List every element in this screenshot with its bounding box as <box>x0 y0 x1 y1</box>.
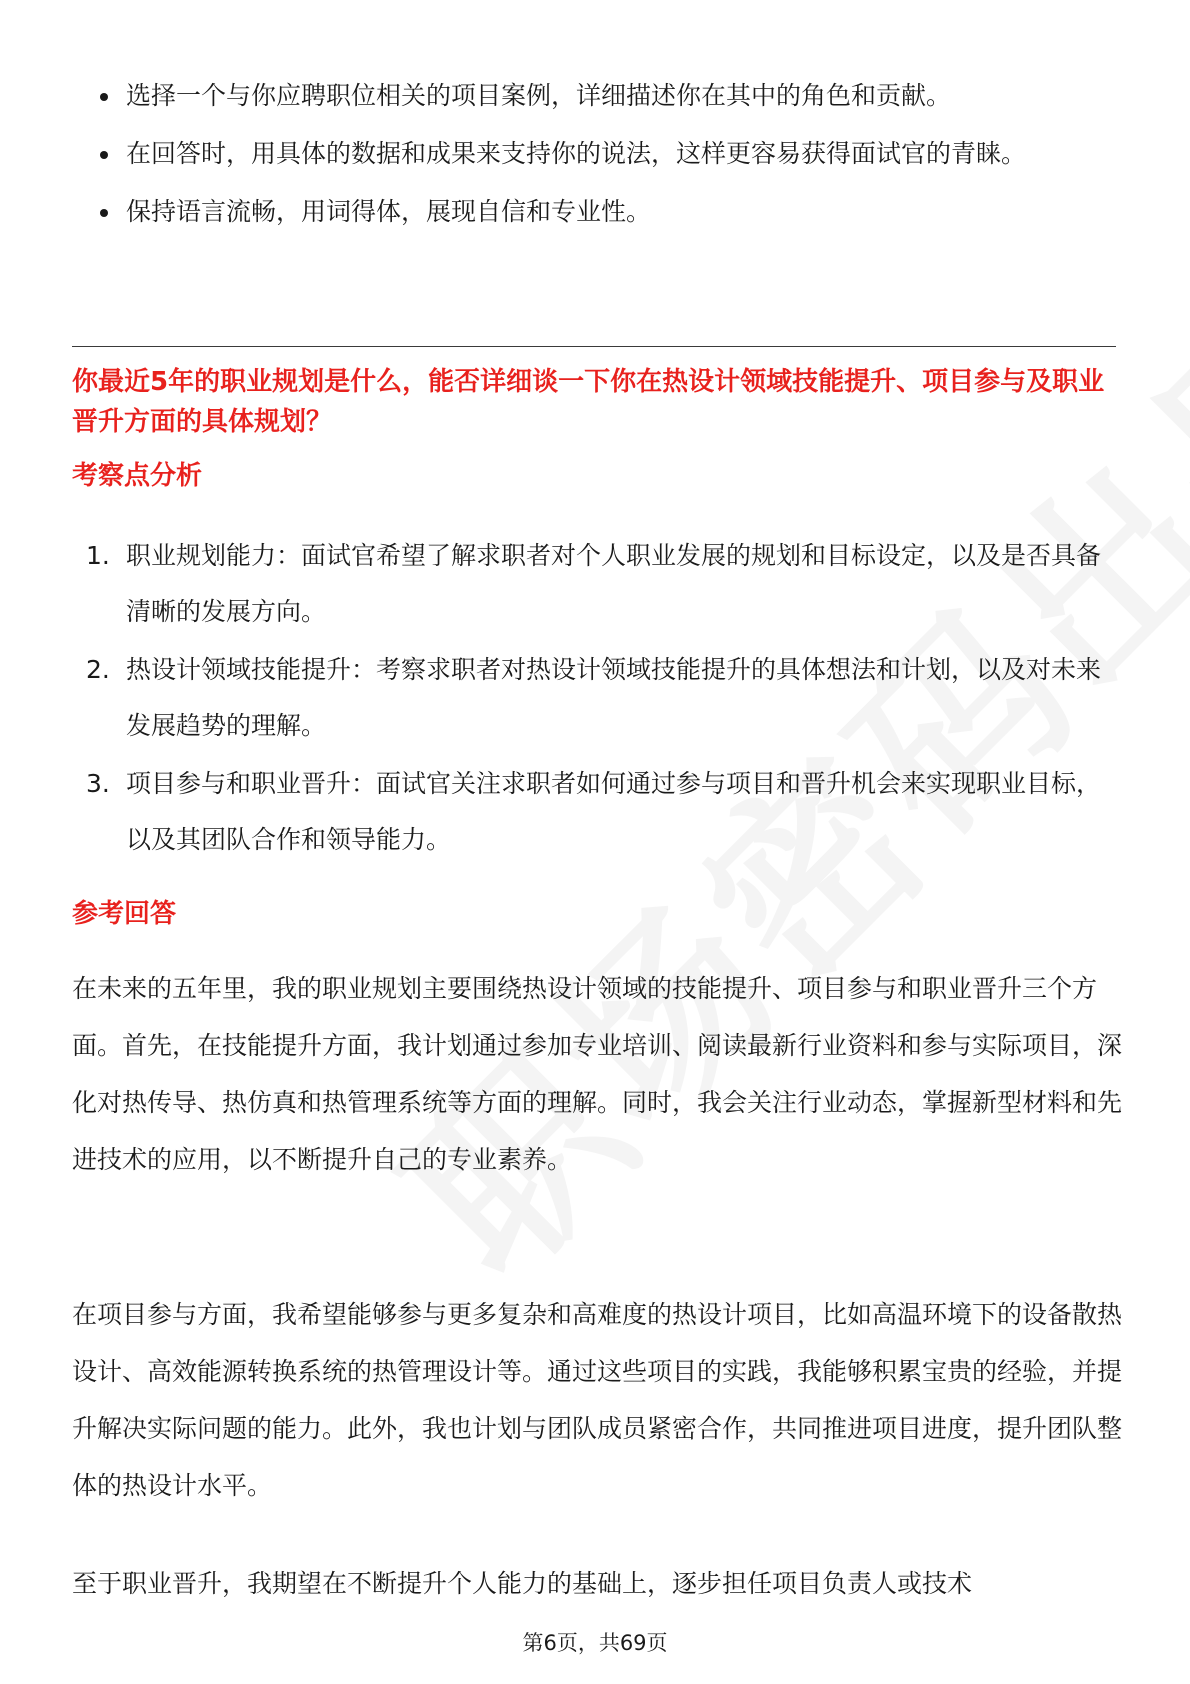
analysis-title: 考察点分析 <box>72 461 203 491</box>
item-number: 2. <box>86 655 110 684</box>
question-heading: 你最近5年的职业规划是什么，能否详细谈一下你在热设计领域技能提升、项目参与及职业晋升方面的具体规划？ <box>72 367 1105 437</box>
answer-paragraph: 在项目参与方面，我希望能够参与更多复杂和高难度的热设计项目，比如高温环境下的设备散热设计、高效能源转换系统的热管理设计等。通过这些项目的实践，我能够积累宝贵的经验，并提升解决实际问题的能力。此外，我也计划与团队成员紧密合作，共同推进项目进度，提升团队整体的热设计水平。 <box>72 1300 1123 1500</box>
item-text: 职业规划能力：面试官希望了解求职者对个人职业发展的规划和目标设定，以及是否具备清晰的发展方向。 <box>126 541 1102 626</box>
page-number: 第6页，共69页 <box>522 1631 668 1655</box>
analysis-item <box>72 642 1122 754</box>
item-text: 热设计领域技能提升：考察求职者对热设计领域技能提升的具体想法和计划，以及对未来发展趋势的理解。 <box>126 655 1102 740</box>
item-number: 1. <box>86 541 110 570</box>
answer-title: 参考回答 <box>72 899 177 929</box>
item-number: 3. <box>86 769 110 798</box>
answer-paragraph: 在未来的五年里，我的职业规划主要围绕热设计领域的技能提升、项目参与和职业晋升三个方面。首先，在技能提升方面，我计划通过参加专业培训、阅读最新行业资料和参与实际项目，深化对热传导、热仿真和热管理系统等方面的理解。同时，我会关注行业动态，掌握新型材料和先进技术的应用，以不断提升自己的专业素养。 <box>72 974 1123 1174</box>
analysis-list <box>72 528 1122 868</box>
section-divider <box>72 346 1116 347</box>
bullet-item: 保持语言流畅，用词得体，展现自信和专业性。 <box>96 184 1116 240</box>
analysis-item <box>72 528 1122 640</box>
item-text: 项目参与和职业晋升：面试官关注求职者如何通过参与项目和晋升机会来实现职业目标，以及其团队合作和领导能力。 <box>126 769 1102 854</box>
tips-bullet-list <box>96 68 1116 240</box>
bullet-item: 选择一个与你应聘职位相关的项目案例，详细描述你在其中的角色和贡献。 <box>96 68 1116 124</box>
analysis-item <box>72 756 1122 868</box>
answer-paragraph: 至于职业晋升，我期望在不断提升个人能力的基础上，逐步担任项目负责人或技术 <box>72 1569 973 1598</box>
bullet-item: 在回答时，用具体的数据和成果来支持你的说法，这样更容易获得面试官的青睐。 <box>96 126 1116 182</box>
